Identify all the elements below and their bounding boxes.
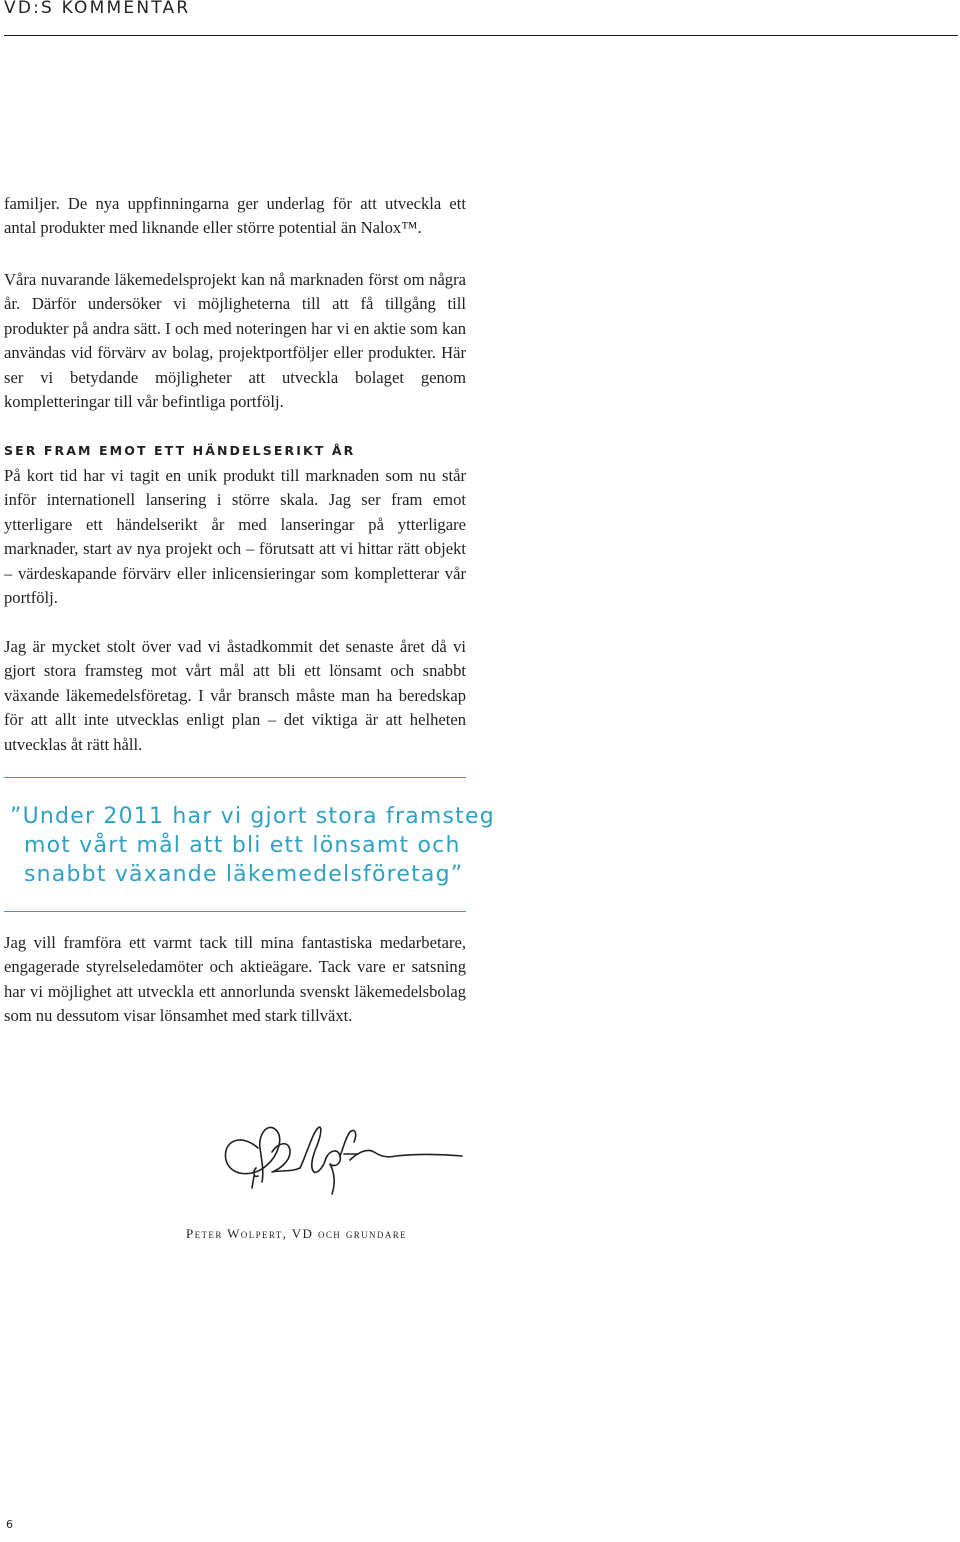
section-heading-block — [4, 443, 466, 458]
section-label: VD:S KOMMENTAR — [4, 0, 191, 18]
body-paragraph-2 — [4, 268, 466, 414]
body-paragraph-1 — [4, 192, 466, 241]
pull-quote-line-3: snabbt växande läkemedelsföretag” — [24, 862, 464, 887]
section-heading: SER FRAM EMOT ETT HÄNDELSERIKT ÅR — [4, 443, 356, 458]
body-paragraph-3 — [4, 464, 466, 610]
paragraph-text: Våra nuvarande läkemedelsprojekt kan nå marknaden först om några år. Därför undersöker vi möjligheterna till att få tillgång till produkter på andra sätt. I och med noteringen har vi en aktie som kan användas vid förvärv av bolag, projektportföljer eller produkter. Här ser vi betydande möjligheter att utveckla bolaget genom kompletteringar till vår befintliga portfölj. — [4, 270, 466, 412]
header-divider — [4, 35, 958, 36]
page-number: 6 — [6, 1518, 13, 1531]
body-paragraph-5 — [4, 931, 466, 1029]
pull-quote-top-rule — [4, 777, 466, 778]
pull-quote-bottom-rule — [4, 911, 466, 912]
body-paragraph-4 — [4, 635, 466, 757]
pull-quote-line-1: ”Under 2011 har vi gjort stora framsteg — [10, 804, 495, 829]
paragraph-text: På kort tid har vi tagit en unik produkt till marknaden som nu står inför internationell lansering i större skala. Jag ser fram emot ytterligare ett händelserikt år med lanseringar på ytterligare marknader, start av nya projekt och – förutsatt att vi hittar rätt objekt – värdeskapande förvärv eller inlicensieringar som kompletterar vår portfölj. — [4, 466, 466, 608]
pull-quote-line-2: mot vårt mål att bli ett lönsamt och — [24, 833, 461, 858]
pull-quote — [10, 802, 495, 889]
paragraph-text: familjer. De nya uppfinningarna ger underlag för att utveckla ett antal produkter med liknande eller större potential än Nalox™. — [4, 194, 466, 238]
signatory-name: Peter Wolpert, VD och grundare — [186, 1226, 408, 1241]
handwritten-signature — [218, 1112, 468, 1198]
paragraph-text: Jag är mycket stolt över vad vi åstadkommit det senaste året då vi gjort stora framsteg mot vårt mål att bli ett lönsamt och snabbt växande läkemedelsföretag. I vår bransch måste man ha beredskap för att allt inte utvecklas enligt plan – det viktiga är att helheten utvecklas åt rätt håll. — [4, 637, 466, 754]
paragraph-text: Jag vill framföra ett varmt tack till mina fantastiska medarbetare, engagerade styrelseledamöter och aktieägare. Tack vare er satsning har vi möjlighet att utveckla ett annorlunda svenskt läkemedelsbolag som nu dessutom visar lönsamhet med stark tillväxt. — [4, 933, 466, 1026]
